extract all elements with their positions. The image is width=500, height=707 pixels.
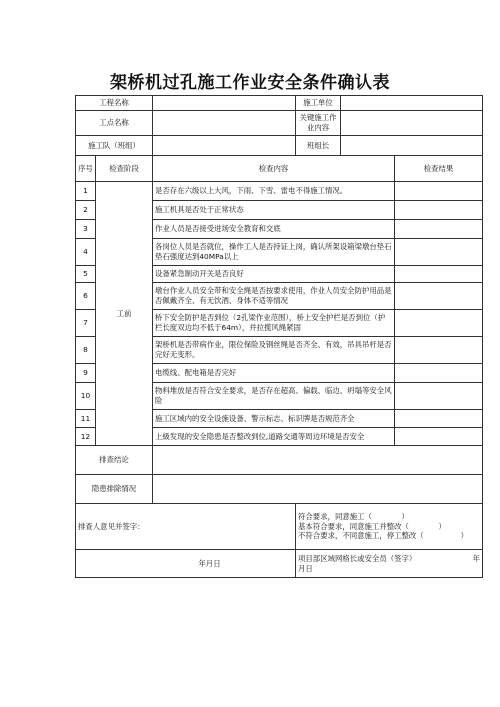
header-row-team: [76, 136, 483, 156]
site-name-value[interactable]: [153, 111, 296, 136]
hazard-value[interactable]: [153, 475, 483, 504]
item-number: 1: [76, 182, 96, 201]
safety-officer-label: 项目部区域网格长或安全员（签字）: [298, 553, 417, 563]
team-label: 施工队（班组）: [76, 136, 153, 156]
col-stage-header: 检查阶段: [96, 156, 153, 182]
inspector-row: [76, 504, 483, 550]
item-result[interactable]: [395, 428, 483, 446]
item-content: 各岗位人员是否就位，操作工人是否持证上岗，确认所架设箱梁墩台垫石垫石强度达到40MPa以上: [153, 239, 395, 266]
key-work-value[interactable]: [341, 111, 483, 136]
item-result[interactable]: [395, 383, 483, 410]
item-result[interactable]: [395, 337, 483, 364]
conclusion-row: [76, 446, 483, 475]
item-number: 12: [76, 428, 96, 446]
project-name-value[interactable]: [153, 96, 296, 111]
item-number: 10: [76, 383, 96, 410]
item-result[interactable]: [395, 283, 483, 310]
key-work-label: 关键施工作业内容: [296, 111, 341, 136]
table-row: [76, 182, 483, 201]
item-content: 作业人员是否接受进场安全教育和交底: [153, 220, 395, 239]
header-row-site: [76, 111, 483, 136]
conclusion-label: 排查结论: [76, 446, 153, 475]
item-content: 桥下安全防护是否到位（2孔梁作业范围），桥上安全护栏是否到位（护栏长度双边均不低于64m），并拉揽风绳紧固: [153, 310, 395, 337]
item-content: 上級发现的安全隐患是否整改到位,道路交通等周边环境是否安全: [153, 428, 395, 446]
option-reject[interactable]: 不符合要求，不同意施工，停工整改（ ）: [298, 531, 469, 541]
item-number: 9: [76, 364, 96, 383]
item-content: 架桥机是否带病作业，限位保险及钢丝绳是否齐全、有效，吊具吊杆是否完好无变形。: [153, 337, 395, 364]
team-value[interactable]: [153, 136, 296, 156]
signature-row: [76, 550, 483, 578]
team-leader-label: 班组长: [296, 136, 341, 156]
item-content: 物料堆放是否符合安全要求，是否存在超高、偏载、临边、坍塌等安全风险: [153, 383, 395, 410]
item-number: 6: [76, 283, 96, 310]
construction-unit-value[interactable]: [341, 96, 483, 111]
approval-options: [296, 504, 483, 550]
inspector-label: 排查人意见并签字：: [76, 504, 296, 550]
item-content: 是否存在六级以上大风，下雨、下雪、雷电不得施工情况。: [153, 182, 395, 201]
item-number: 4: [76, 239, 96, 266]
item-content: 墩台作业人员安全带和安全绳是否按要求使用，作业人员安全防护用品是否佩戴齐全、有无饮酒、身体不适等情况: [153, 283, 395, 310]
col-content-header: 检查内容: [153, 156, 395, 182]
item-result[interactable]: [395, 182, 483, 201]
construction-unit-label: 施工单位: [296, 96, 341, 111]
site-name-label: 工点名称: [76, 111, 153, 136]
item-number: 5: [76, 266, 96, 283]
option-approve[interactable]: 符合要求，同意施工（ ）: [298, 511, 409, 521]
item-number: 8: [76, 337, 96, 364]
item-result[interactable]: [395, 239, 483, 266]
option-approve-with-fix[interactable]: 基本符合要求，同意施工并整改（ ）: [298, 521, 446, 531]
item-content: 电缆线、配电箱是否完好: [153, 364, 395, 383]
item-result[interactable]: [395, 266, 483, 283]
item-result[interactable]: [395, 220, 483, 239]
inspector-date: 年月日: [76, 550, 296, 578]
item-result[interactable]: [395, 410, 483, 428]
column-header-row: [76, 156, 483, 182]
safety-officer-cell: [296, 550, 483, 578]
page-title: 架桥机过孔施工作业安全条件确认表: [110, 73, 390, 93]
header-row-project: [76, 96, 483, 111]
stage-cell: 工前: [96, 182, 153, 446]
officer-date-year: 年: [472, 553, 481, 563]
item-result[interactable]: [395, 364, 483, 383]
item-content: 施工机具是否处于正常状态: [153, 201, 395, 220]
conclusion-value[interactable]: [153, 446, 483, 475]
item-number: 3: [76, 220, 96, 239]
item-result[interactable]: [395, 310, 483, 337]
col-seq-header: 序号: [76, 156, 96, 182]
officer-date-month-day: 月日: [298, 563, 313, 573]
hazard-label: 隐患排除情况: [76, 475, 153, 504]
hazard-row: [76, 475, 483, 504]
item-content: 施工区域内的安全设施设备、警示标志、标识牌是否规范齐全: [153, 410, 395, 428]
team-leader-value[interactable]: [341, 136, 483, 156]
col-result-header: 检查结果: [395, 156, 483, 182]
project-name-label: 工程名称: [76, 96, 153, 111]
item-number: 7: [76, 310, 96, 337]
item-result[interactable]: [395, 201, 483, 220]
item-number: 11: [76, 410, 96, 428]
item-content: 设备紧急制动开关是否良好: [153, 266, 395, 283]
confirmation-form: [75, 95, 483, 578]
item-number: 2: [76, 201, 96, 220]
